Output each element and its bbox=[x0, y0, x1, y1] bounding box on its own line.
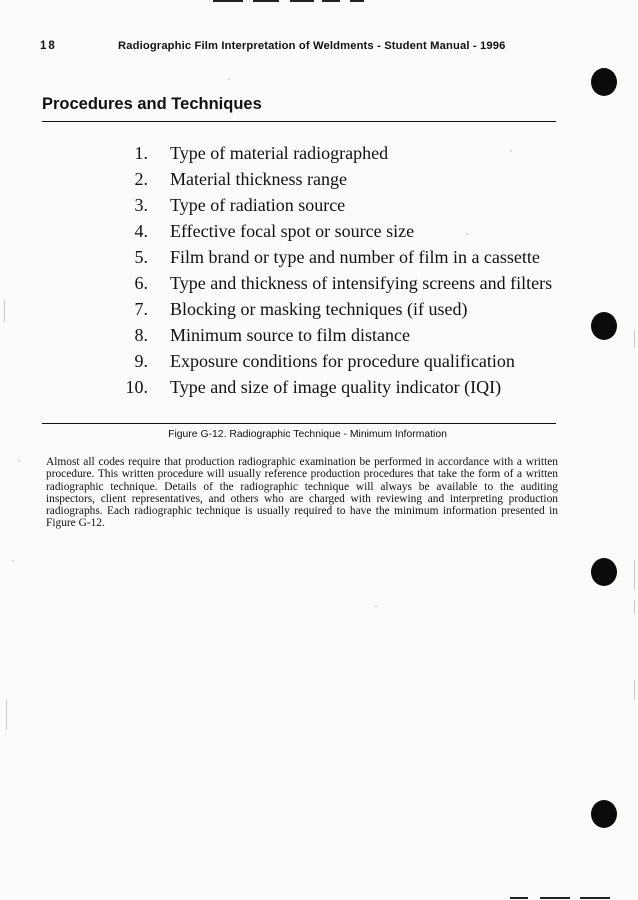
scan-mark bbox=[4, 300, 5, 322]
punch-hole bbox=[591, 558, 617, 586]
list-item bbox=[0, 377, 638, 403]
list-item bbox=[0, 247, 638, 273]
page-header bbox=[0, 40, 638, 56]
list-item bbox=[0, 325, 638, 351]
punch-hole bbox=[591, 68, 617, 96]
scan-mark bbox=[18, 460, 20, 462]
list-item bbox=[0, 143, 638, 169]
running-title: Radiographic Film Interpretation of Weldments - Student Manual - 1996 bbox=[118, 40, 506, 52]
scan-mark bbox=[12, 560, 14, 562]
item-number: 6. bbox=[134, 273, 148, 293]
item-number: 9. bbox=[134, 351, 148, 371]
item-text: Exposure conditions for procedure qualification bbox=[170, 351, 515, 371]
item-number: 1. bbox=[134, 143, 148, 163]
punch-hole bbox=[591, 312, 617, 340]
item-text: Type and thickness of intensifying screens and filters bbox=[170, 273, 553, 293]
scan-mark bbox=[350, 0, 364, 2]
scan-mark bbox=[540, 897, 570, 899]
list-item bbox=[0, 195, 638, 221]
list-item bbox=[0, 351, 638, 377]
scan-mark bbox=[580, 897, 610, 899]
item-text: Type of material radiographed bbox=[170, 143, 389, 163]
list-item bbox=[0, 221, 638, 247]
body-paragraph: Almost all codes require that production radiographic examination be performed in accordance with a written procedure. This written procedure will usually reference production procedures that take the form of a written radiographic technique. Details of the radiographic technique will always be available to the auditing inspectors, client representatives, and others who are charged with reviewing and interpreting production radiographs. Each radiographic technique is usually required to have the minimum information presented in Figure G-12. bbox=[46, 456, 558, 530]
item-text: Material thickness range bbox=[170, 169, 347, 189]
item-number: 8. bbox=[134, 325, 148, 345]
item-number: 2. bbox=[134, 169, 148, 189]
scan-mark bbox=[228, 78, 230, 80]
item-text: Effective focal spot or source size bbox=[170, 221, 415, 241]
item-text: Film brand or type and number of film in a cassette bbox=[170, 247, 540, 267]
list-item bbox=[0, 169, 638, 195]
scan-mark bbox=[510, 150, 512, 152]
scan-mark bbox=[634, 680, 635, 700]
page-number: 18 bbox=[40, 40, 57, 52]
scan-mark bbox=[213, 0, 243, 2]
figure-rule bbox=[42, 423, 556, 424]
list-item bbox=[0, 299, 638, 325]
figure-caption bbox=[0, 429, 638, 440]
scan-mark bbox=[466, 233, 468, 235]
scan-mark bbox=[6, 700, 7, 730]
scan-mark bbox=[253, 0, 279, 2]
item-number: 5. bbox=[134, 247, 148, 267]
scan-mark bbox=[290, 0, 314, 2]
figure-caption-text: Figure G-12. Radiographic Technique - Minimum Information bbox=[168, 429, 447, 440]
scan-mark bbox=[322, 0, 340, 2]
item-text: Type and size of image quality indicator (IQI) bbox=[170, 377, 502, 397]
section-title: Procedures and Techniques bbox=[42, 95, 262, 113]
item-number: 4. bbox=[134, 221, 148, 241]
item-number: 10. bbox=[125, 377, 148, 397]
item-number: 3. bbox=[134, 195, 148, 215]
scan-mark bbox=[634, 560, 635, 590]
punch-hole bbox=[591, 800, 617, 828]
scan-mark bbox=[634, 330, 635, 348]
scan-mark bbox=[375, 605, 377, 607]
item-number: 7. bbox=[134, 299, 148, 319]
item-text: Type of radiation source bbox=[170, 195, 346, 215]
item-text: Minimum source to film distance bbox=[170, 325, 410, 345]
list-item bbox=[0, 273, 638, 299]
scan-mark bbox=[634, 600, 635, 614]
section-rule bbox=[42, 121, 556, 122]
item-text: Blocking or masking techniques (if used) bbox=[170, 299, 468, 319]
scan-mark bbox=[510, 897, 528, 899]
